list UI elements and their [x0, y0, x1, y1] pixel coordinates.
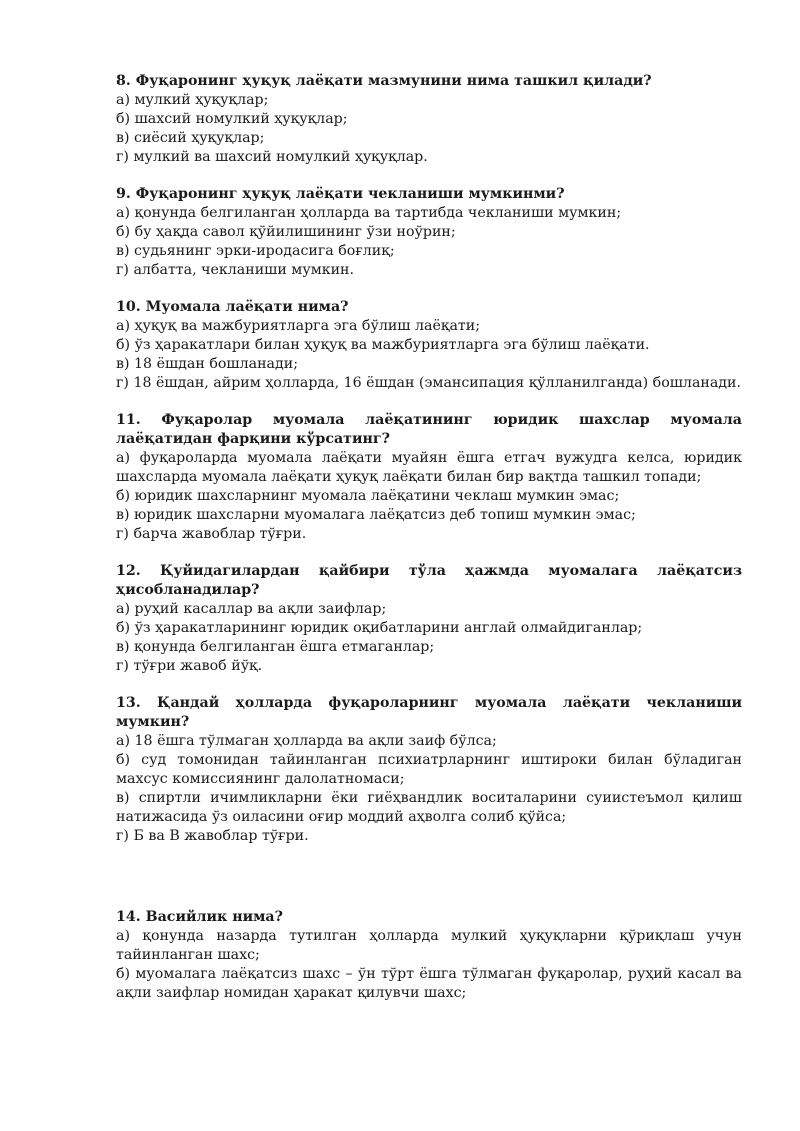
answer-option: в) юридик шахсларни муомалага лаёқатсиз деб топиш мумкин эмас;: [116, 507, 636, 523]
document-page: [116, 72, 742, 1021]
question-10: [116, 298, 742, 393]
question-8: [116, 72, 742, 167]
answer-option: г) барча жавоблар тўғри.: [116, 526, 307, 542]
question-title: 11. Фуқаролар муомала лаёқатининг юридик шахслар муомала лаёқатидан фарқини кўрсатинг?: [116, 412, 742, 447]
answer-option: в) сиёсий ҳуқуқлар;: [116, 130, 265, 146]
answer-option: г) мулкий ва шахсий номулкий ҳуқуқлар.: [116, 149, 428, 165]
answer-option: г) 18 ёшдан, айрим ҳолларда, 16 ёшдан (эмансипация қўлланилганда) бошланади.: [116, 375, 742, 391]
answer-option: в) 18 ёшдан бошланади;: [116, 356, 298, 372]
answer-option: б) муомалага лаёқатсиз шахс – ўн тўрт ёшга тўлмаган фуқаролар, руҳий касал ва ақли заифлар номидан ҳаракат қилувчи шахс;: [116, 966, 742, 1001]
answer-option: б) юридик шахсларнинг муомала лаёқатини чеклаш мумкин эмас;: [116, 488, 620, 504]
question-title: 9. Фуқаронинг ҳуқуқ лаёқати чекланиши мумкинми?: [116, 186, 565, 202]
question-9: [116, 185, 742, 280]
question-14: [116, 908, 742, 1003]
answer-option: а) 18 ёшга тўлмаган ҳолларда ва ақли заиф бўлса;: [116, 733, 497, 749]
answer-option: г) Б ва В жавоблар тўғри.: [116, 828, 309, 844]
answer-option: а) қонунда белгиланган ҳолларда ва тартибда чекланиши мумкин;: [116, 205, 622, 221]
answer-option: б) бу ҳақда савол қўйилишининг ўзи ноўрин;: [116, 224, 456, 240]
answer-option: б) ўз ҳаракатлари билан ҳуқуқ ва мажбуриятларга эга бўлиш лаёқати.: [116, 337, 650, 353]
question-title: 8. Фуқаронинг ҳуқуқ лаёқати мазмунини нима ташкил қилади?: [116, 73, 652, 89]
answer-option: в) судьянинг эрки-иродасига боғлиқ;: [116, 243, 395, 259]
answer-option: г) албатта, чекланиши мумкин.: [116, 262, 355, 278]
question-title: 14. Васийлик нима?: [116, 909, 283, 925]
answer-option: б) шахсий номулкий ҳуқуқлар;: [116, 111, 348, 127]
answer-option: б) суд томонидан тайинланган психиатрларнинг иштироки билан бўладиган махсус комиссиянинг далолатномаси;: [116, 752, 742, 787]
question-11: [116, 411, 742, 544]
answer-option: б) ўз ҳаракатларининг юридик оқибатларини англай олмайдиганлар;: [116, 620, 643, 636]
answer-option: г) тўғри жавоб йўқ.: [116, 658, 263, 674]
answer-option: в) спиртли ичимликларни ёки гиёҳвандлик воситаларини суиистеъмол қилиш натижасида ўз оиласини оғир моддий аҳволга солиб қўйса;: [116, 790, 742, 825]
answer-option: в) қонунда белгиланган ёшга етмаганлар;: [116, 639, 435, 655]
question-title: 12. Қуйидагилардан қайбири тўла ҳажмда муомалага лаёқатсиз ҳисобланадилар?: [116, 563, 742, 598]
answer-option: а) руҳий касаллар ва ақли заифлар;: [116, 601, 387, 617]
answer-option: а) ҳуқуқ ва мажбуриятларга эга бўлиш лаёқати;: [116, 318, 480, 334]
question-title: 10. Муомала лаёқати нима?: [116, 299, 349, 315]
question-title: 13. Қандай ҳолларда фуқароларнинг муомала лаёқати чекланиши мумкин?: [116, 695, 742, 730]
answer-option: а) фуқароларда муомала лаёқати муайян ёшга етгач вужудга келса, юридик шахсларда муомала лаёқати ҳуқуқ лаёқати билан бир вақтда ташкил топади;: [116, 450, 742, 485]
answer-option: а) мулкий ҳуқуқлар;: [116, 92, 269, 108]
answer-option: а) қонунда назарда тутилган ҳолларда мулкий ҳуқуқларни қўриқлаш учун тайинланган шахс;: [116, 928, 742, 963]
question-13: [116, 694, 742, 846]
question-12: [116, 562, 742, 676]
